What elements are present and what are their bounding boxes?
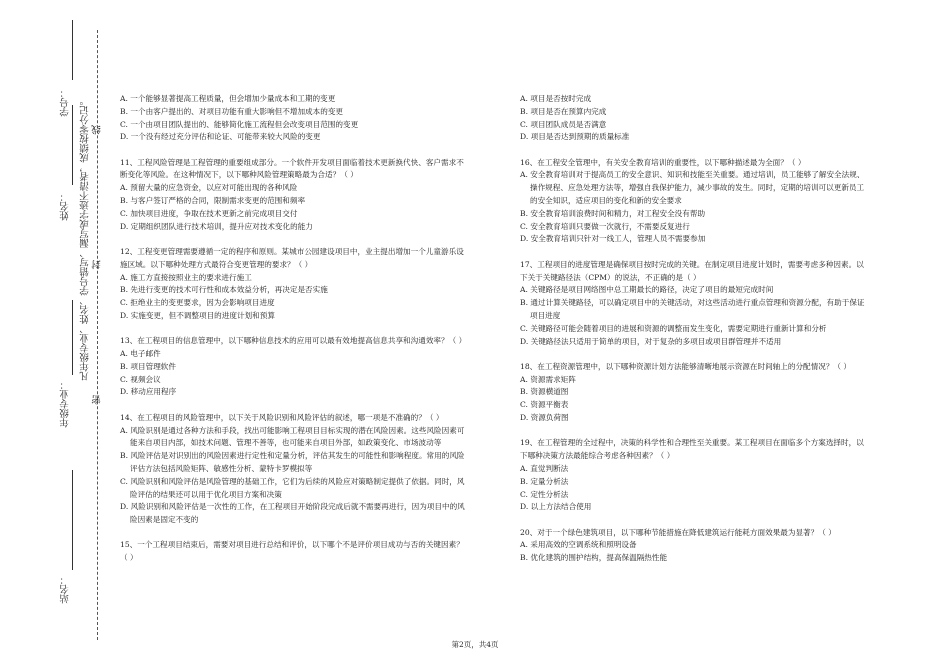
binding-margin [0,0,110,672]
site-label: 站名： [60,575,71,604]
option-c: C. 定性分析法 [520,489,569,499]
seal-mark-mi: 密 [92,395,103,405]
question-stem: 20、对于一个绿色建筑项目，以下哪种节能措施在降低建筑运行能耗方面效果最为显著？（ ） [520,527,836,537]
option-a: A. 安全教育培训对于提高员工的安全意识、知识和技能至关重要。通过培训，员工能够了解安全法规、操作规程、应急处理方法等，增强自我保护能力，减少事故的发生。同时，定期的培训可以更新员工的安全知识，适应项目的变化和新的安全要求 [520,170,865,206]
question-20 [520,527,866,565]
option-d: D. 一个没有经过充分评估和论证、可能带来较大风险的变更 [120,132,321,142]
right-column [520,93,866,578]
option-d: D. 移动应用程序 [120,387,177,397]
option-b: B. 通过计算关键路径，可以确定项目中的关键活动，对这些活动进行重点管理和资源分配，有助于保证项目进度 [520,298,865,320]
option-b: B. 定量分析法 [520,476,569,486]
question-stem: 19、在工程管理的全过程中，决策的科学性和合理性至关重要。某工程项目在面临多个方案选择时，以下哪种决策方法最能综合考虑各种因素？（ ） [520,438,864,461]
student-id-label: 学号： [60,88,71,117]
option-b: B. 优化建筑的围护结构，提高保温隔热性能 [520,553,668,563]
option-b: B. 项目是否在预算内完成 [520,106,607,116]
option-d: D. 项目是否达到预期的质量标准 [520,132,630,142]
option-a: A. 采用高效的空调系统和照明设备 [520,540,637,550]
option-b: B. 资源横道图 [520,387,569,397]
option-d: D. 以上方法结合使用 [520,502,592,512]
question-17 [520,259,866,349]
option-c: C. 安全教育培训只要做一次就行，不需要反复进行 [520,221,690,231]
question-16 [520,157,866,247]
name-underline [72,105,73,185]
question-stem: 17、工程项目的进度管理是确保项目按时完成的关键。在制定项目进度计划时，需要考虑多种因素。以下关于关键路径法（CPM）的说法，不正确的是（ ） [520,259,864,282]
grade-underline [72,300,73,375]
question-10-options [120,93,466,144]
cut-line [97,30,98,640]
option-a: A. 预留大量的应急资金，以应对可能出现的各种风险 [120,183,298,193]
question-12 [120,246,466,323]
option-a: A. 关键路径是项目网络图中总工期最长的路径，决定了项目的最短完成时间 [520,285,774,295]
question-15 [120,539,466,565]
option-c: C. 风险识别和风险评估是风险管理的基础工作，它们为后续的风险应对策略制定提供了依据。同时，风险评估的结果还可以用于优化项目方案和决策 [120,476,465,499]
question-18 [520,361,866,425]
option-b: B. 与客户签订严格的合同，限制需求变更的范围和频率 [120,196,306,206]
option-b: B. 安全教育培训浪费时间和精力，对工程安全没有帮助 [520,208,706,218]
question-11 [120,157,466,234]
option-b: B. 项目管理软件 [120,361,176,371]
option-a: A. 一个能够显著提高工程质量，但会增加少量成本和工期的变更 [120,94,336,103]
option-d: D. 资源负荷图 [520,413,569,423]
option-b: B. 风险评估是对识别出的风险因素进行定性和定量分析，评估其发生的可能性和影响程度。常用的风险评估方法包括风险矩阵、敏感性分析、蒙特卡罗模拟等 [120,451,465,473]
option-c: C. 一个由项目团队提出的、能够简化施工流程但会改变项目范围的变更 [120,119,359,129]
left-column [120,93,466,578]
question-stem: 13、在工程项目的信息管理中，以下哪种信息技术的应用可以最有效地提高信息共享和沟通效率？（ ） [120,336,467,346]
option-a: A. 电子邮件 [120,349,161,359]
grade-major-label: 年级专业： [60,380,71,428]
page-number: 第2页，共4页 [451,640,499,649]
question-stem: 12、工程变更管理需要遵循一定的程序和原则。某城市公园建设项目中，业主提出增加一个儿童游乐设施区域。以下哪种处理方式最符合变更管理的要求？（ ） [120,246,464,269]
question-15-options [520,93,866,144]
option-a: A. 风险识别是通过各种方法和手段，找出可能影响工程项目目标实现的潜在风险因素。这些风险因素可能来自项目内部，如技术问题、管理不善等，也可能来自项目外部，如政策变化、市场波动等 [120,425,465,448]
option-d: D. 实施变更，但不调整项目的进度计划和预算 [120,310,275,320]
option-c: C. 拒绝业主的变更要求，因为会影响项目进度 [120,298,275,308]
question-stem: 15、一个工程项目结束后，需要对项目进行总结和评价，以下哪个不是评价项目成功与否的关键因素？（ ） [120,540,464,563]
question-stem: 11、工程风险管理是工程管理的重要组成部分。一个软件开发项目面临着技术更新换代快、客户需求不断变化等风险。在这种情况下，以下哪种风险管理策略最为合适？（ ） [120,157,464,180]
option-d: D. 安全教育培训只针对一线工人，管理人员不需要参加 [520,234,706,244]
option-d: D. 定期组织团队进行技术培训，提升应对技术变化的能力 [120,221,313,231]
option-c: C. 关键路径可能会随着项目的进展和资源的调整而发生变化，需要定期进行重新计算和分析 [520,323,827,333]
site-underline [72,470,73,570]
name-label: 姓名： [60,192,71,221]
seal-mark-feng: 封 [92,260,103,270]
seal-mark-xian: 线 [92,125,103,135]
question-stem: 18、在工程资源管理中，以下哪种资源计划方法能够清晰地展示资源在时间轴上的分配情况？（ ） [520,361,852,371]
question-14 [120,412,466,527]
option-b: B. 先进行变更的技术可行性和成本效益分析，再决定是否实施 [120,285,328,295]
option-a: A. 资源需求矩阵 [520,374,576,384]
option-d: D. 关键路径法只适用于简单的项目，对于复杂的多项目或项目群管理并不适用 [520,336,782,346]
option-c: C. 资源平衡表 [520,400,569,410]
option-a: A. 项目是否按时完成 [520,94,592,103]
id-underline [72,20,73,80]
question-19 [520,437,866,514]
question-stem: 14、在工程项目的风险管理中，以下关于风险识别和风险评估的叙述，哪一项是不准确的？（ ） [120,412,444,422]
option-a: A. 施工方直接按照业主的要求进行施工 [120,272,252,282]
question-13 [120,335,466,399]
option-c: C. 视频会议 [120,374,161,384]
notice-text: 凡年级专业、姓名、学号错写、漏写或字迹不清者，成绩按零分记。 [80,96,91,381]
option-d: D. 风险识别和风险评估是一次性的工作，在工程项目开始阶段完成后就不需要再进行，因为项目中的风险因素是固定不变的 [120,502,465,525]
option-c: C. 加快项目进度，争取在技术更新之前完成项目交付 [120,208,298,218]
option-c: C. 项目团队成员是否满意 [520,119,607,129]
question-stem: 16、在工程安全管理中，有关安全教育培训的重要性，以下哪种描述最为全面？（ ） [520,157,806,167]
option-a: A. 直觉判断法 [520,463,569,473]
option-b: B. 一个由客户提出的、对项目功能有重大影响但不增加成本的变更 [120,106,344,116]
